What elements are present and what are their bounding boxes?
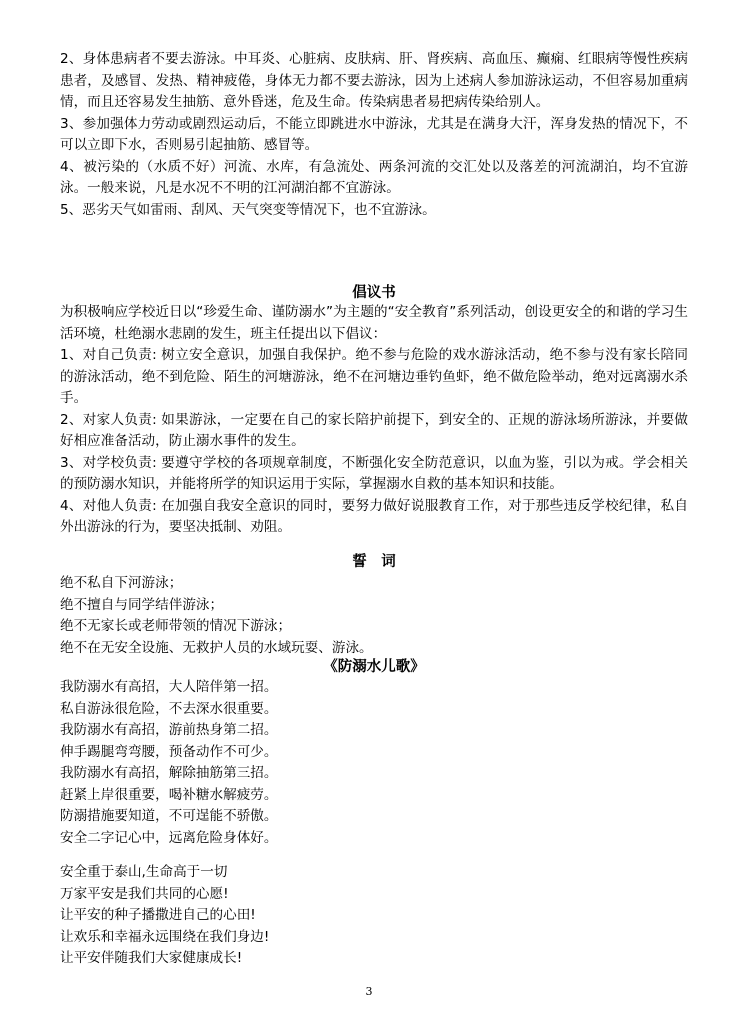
slogan-line: 让欢乐和幸福永远围绕在我们身边! (60, 928, 270, 945)
slogan-line: 让平安的种子播撒进自己的心田! (60, 907, 256, 923)
song-line: 防溺措施要知道，不可逞能不骄傲。 (60, 808, 278, 824)
proposal-item: 2、对家人负责: 如果游泳，一定要在自己的家长陪护前提下，到安全的、正规的游泳场所游泳，并要做好相应准备活动，防止溺水事件的发生。 (60, 411, 688, 449)
tip-paragraph: 3、参加强体力劳动或剧烈运动后，不能立即跳进水中游泳，尤其是在满身大汗，浑身发热的情况下，不可以立即下水，否则易引起抽筋、感冒等。 (60, 115, 688, 153)
proposal-item: 3、对学校负责: 要遵守学校的各项规章制度，不断强化安全防范意识，以血为鉴，引以为戒。学会相关的预防溺水知识，并能将所学的知识运用于实际，掌握溺水自救的基本知识和技能。 (60, 454, 688, 492)
proposal-item: 4、对他人负责: 在加强自我安全意识的同时，要努力做好说服教育工作，对于那些违反学校纪律，私自外出游泳的行为，要坚决抵制、劝阻。 (60, 497, 688, 535)
oath-line: 绝不擅自与同学结伴游泳； (60, 596, 224, 613)
song-line: 安全二字记心中，远离危险身体好。 (60, 829, 278, 846)
slogan-line: 让平安伴随我们大家健康成长! (60, 950, 243, 966)
song-line: 私自游泳很危险，不去深水很重要。 (60, 700, 278, 717)
slogans-section (60, 862, 688, 970)
tip-paragraph: 5、恶劣天气如雷雨、刮风、天气突变等情况下，也不宜游泳。 (60, 201, 436, 218)
tips-section (60, 49, 688, 221)
song-line: 伸手踢腿弯弯腰，预备动作不可少。 (60, 743, 278, 760)
oath-title: 誓 词 (352, 554, 396, 570)
song-line: 我防溺水有高招，大人陪伴第一招。 (60, 679, 278, 695)
oath-line: 绝不在无安全设施、无救护人员的水域玩耍、游泳。 (60, 639, 373, 656)
tip-paragraph: 2、身体患病者不要去游泳。中耳炎、心脏病、皮肤病、肝、肾疾病、高血压、癫痫、红眼病等慢性疾病患者，及感冒、发热、精神疲倦，身体无力都不要去游泳，因为上述病人参加游泳运动，不但容易加重病情，而且还容易发生抽筋、意外昏迷，危及生命。传染病患者易把病传染给别人。 (60, 51, 688, 110)
song-section (60, 677, 688, 849)
song-line: 我防溺水有高招，解除抽筋第三招。 (60, 765, 278, 781)
page-number: 3 (365, 985, 373, 998)
proposal-intro: 为积极响应学校近日以“珍爱生命、谨防溺水”为主题的“安全教育”系列活动，创设更安全的和谐的学习生活环境，杜绝溺水悲剧的发生，班主任提出以下倡议： (60, 304, 688, 342)
oath-line: 绝不无家长或老师带领的情况下游泳； (60, 618, 292, 634)
tip-paragraph: 4、被污染的（水质不好）河流、水库，有急流处、两条河流的交汇处以及落差的河流湖泊，均不宜游泳。一般来说，凡是水况不不明的江河湖泊都不宜游泳。 (60, 158, 688, 196)
slogan-line: 安全重于泰山,生命高于一切 (60, 864, 228, 880)
oath-line: 绝不私自下河游泳； (60, 575, 183, 591)
proposal-item: 1、对自己负责: 树立安全意识，加强自我保护。绝不参与危险的戏水游泳活动，绝不参与没有家长陪同的游泳活动，绝不到危险、陌生的河塘游泳，绝不在河塘边垂钓鱼虾，绝不做危险举动，绝对远离溺水杀手。 (60, 347, 688, 406)
song-line: 赶紧上岸很重要，喝补糖水解疲劳。 (60, 786, 278, 803)
song-title: 《防溺水儿歌》 (323, 659, 425, 675)
slogan-line: 万家平安是我们共同的心愿! (60, 885, 229, 902)
oath-section (60, 573, 688, 659)
proposal-title: 倡议书 (352, 285, 396, 301)
proposal-section (60, 302, 688, 539)
song-line: 我防溺水有高招，游前热身第二招。 (60, 722, 278, 738)
